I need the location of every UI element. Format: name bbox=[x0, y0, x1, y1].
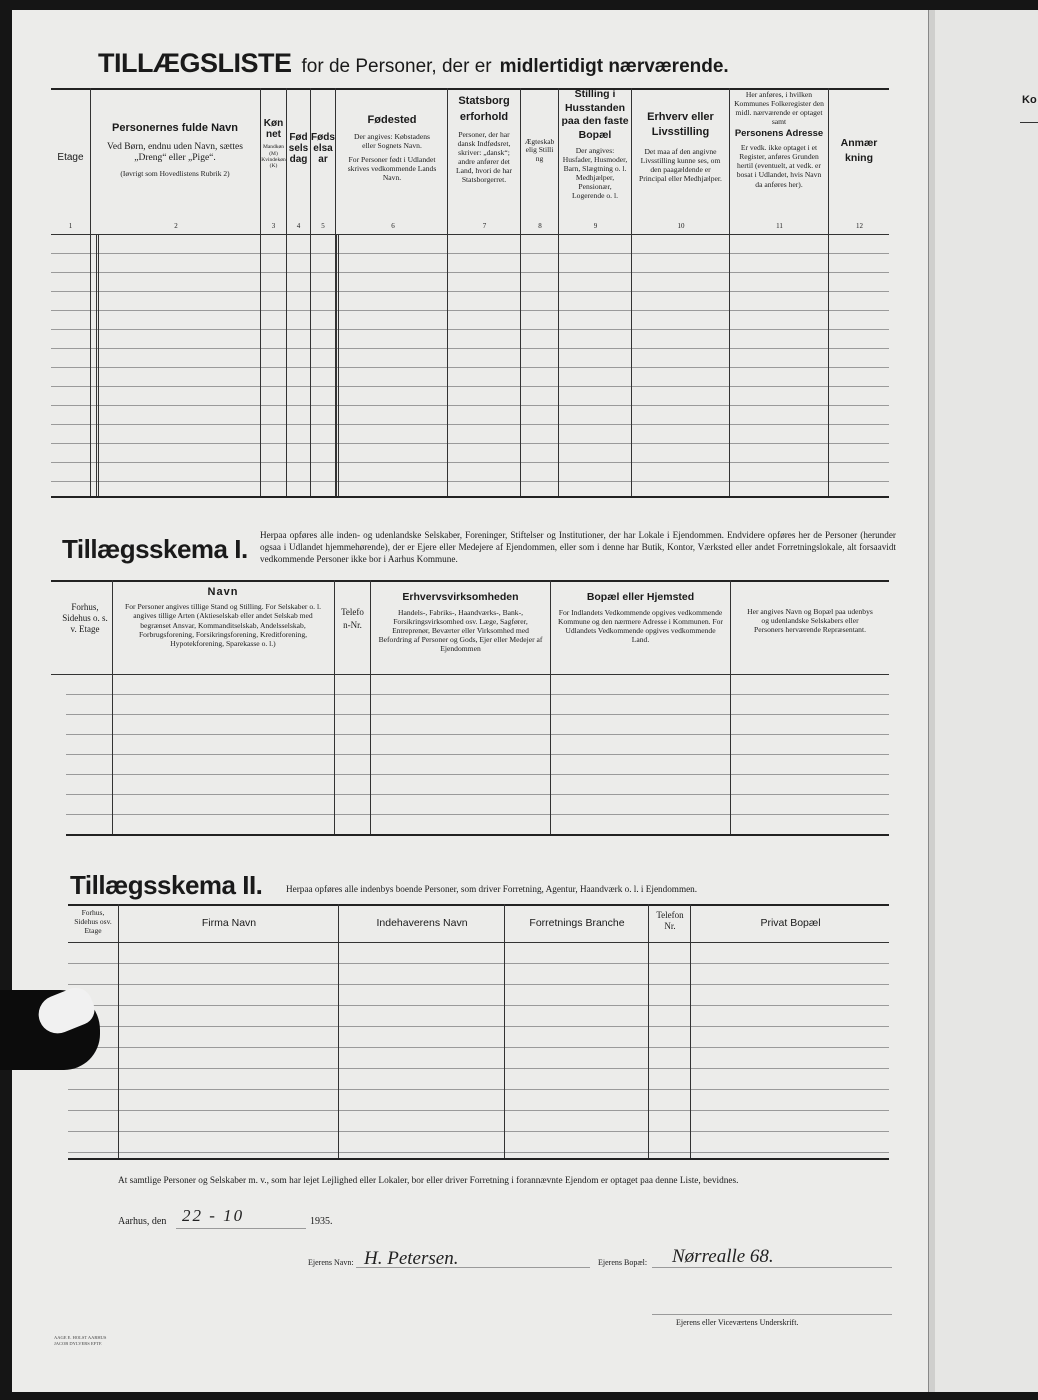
s1-vline bbox=[112, 580, 113, 834]
s2-vline bbox=[338, 904, 339, 1158]
s2-vline bbox=[504, 904, 505, 1158]
ruled-line bbox=[68, 1005, 889, 1006]
skema2-top-rule bbox=[68, 904, 889, 906]
s1-col-erhverv-sub: Handels-, Fabriks-, Haandværks-, Bank-, Forsikringsvirksomhed osv. Læge, Sagfører, Entreprenør, Beværter eller Virksomhed med Befordring af Personer og Gods, Ejer eller Medejer af Ejendommen bbox=[378, 607, 543, 654]
col-name-sub: Ved Børn, endnu uden Navn, sættes „Dreng“ eller „Pige“. bbox=[107, 142, 243, 163]
col-num: 11 bbox=[776, 222, 783, 230]
owner-address-value[interactable]: Nørrealle 68. bbox=[672, 1246, 774, 1267]
col-birthplace bbox=[339, 114, 445, 182]
skema2-bottom-rule bbox=[68, 1158, 889, 1160]
s1-col-telefon: Telefon-Nr. bbox=[341, 607, 364, 630]
s2-col-branche: Forretnings Branche bbox=[529, 917, 625, 929]
ruled-line bbox=[66, 814, 889, 815]
ruled-line bbox=[51, 443, 889, 444]
date-line bbox=[118, 1216, 166, 1227]
ruled-line bbox=[68, 963, 889, 964]
skema2-title: Tillægsskema II. bbox=[70, 870, 263, 900]
col-household-sub: Der angives: Husfader, Husmoder, Barn, Slægtning o. l. Medhjælper, Pensionær, Logerende o. l. bbox=[562, 145, 628, 201]
skema1-text: Herpaa opføres alle inden- og udenlandske Selskaber, Foreninger, Stiftelser og Institutioner, der har Lokale i Ejendommen. Endvidere opføres her de Personer (herunder ogsaa i Udlandet hjemmehørende), der er Ejere eller Medejere af Ejendommen, eller som i denne har Butik, Kontor, Værksted eller andet Forretningslokale, alt forsaavidt vedkommende Personer ikke bor i Aarhus Kommune. bbox=[260, 530, 896, 564]
ruled-line bbox=[68, 1131, 889, 1132]
table1-header-rule bbox=[51, 234, 889, 235]
city: Aarhus, bbox=[118, 1216, 150, 1227]
col-birthplace-label: Fødested bbox=[367, 114, 417, 126]
ruled-line bbox=[51, 329, 889, 330]
s2-col-indehaver: Indehaverens Navn bbox=[376, 917, 468, 929]
t1-vline bbox=[96, 234, 102, 496]
col-num: 7 bbox=[482, 222, 487, 230]
s1-col-bopael bbox=[552, 592, 729, 644]
col-num: 1 bbox=[68, 222, 73, 230]
footer-statement: At samtlige Personer og Selskaber m. v., som har lejet Lejlighed eller Lokaler, bor eller driver Forretning i forannævnte Ejendom er optaget paa denne Liste, bevidnes. bbox=[118, 1176, 739, 1186]
col-name bbox=[92, 122, 258, 178]
form-page bbox=[12, 10, 928, 1392]
col-address bbox=[731, 90, 827, 189]
s1-col-bopael-sub: For Indlandets Vedkommende opgives vedkommende Kommune og den nærmere Adresse i Kommunen. For Udlandets Vedkommende opgives vedkommende Land. bbox=[558, 607, 723, 645]
skema1-top-rule bbox=[51, 580, 889, 582]
col-num: 5 bbox=[321, 222, 325, 230]
s2-col-bopael: Privat Bopæl bbox=[760, 917, 821, 929]
skema1-header-rule bbox=[51, 674, 889, 675]
ruled-line bbox=[51, 424, 889, 425]
date-underline bbox=[176, 1228, 306, 1229]
col-household bbox=[560, 88, 630, 200]
next-page-strip bbox=[935, 10, 1038, 1392]
col-num: 12 bbox=[856, 222, 863, 230]
ruled-line bbox=[51, 367, 889, 368]
col-birthplace-sub2: For Personer født i Udlandet skrives vedkommende Lands Navn. bbox=[347, 154, 437, 182]
ruled-line bbox=[68, 1110, 889, 1111]
skema2-header-rule bbox=[68, 942, 889, 943]
main-title-word: TILLÆGSLISTE bbox=[98, 48, 292, 78]
t1-vline bbox=[520, 88, 521, 496]
ruled-line bbox=[68, 984, 889, 985]
col-household-label: Stilling i Husstanden paa den faste Bopæl bbox=[561, 88, 629, 141]
col-gender-label: Kønnet bbox=[263, 118, 284, 141]
ruled-line bbox=[68, 1026, 889, 1027]
s1-col-bopael-label: Bopæl eller Hjemsted bbox=[586, 591, 695, 603]
ruled-line bbox=[68, 1152, 889, 1153]
col-occupation bbox=[633, 110, 728, 183]
t1-vline bbox=[729, 88, 730, 496]
s1-vline bbox=[730, 580, 731, 834]
col-occupation-sub: Det maa af den angivne Livsstilling kunne ses, om den paagældende er Principal eller Medhjælper. bbox=[639, 146, 722, 184]
printer-mark bbox=[54, 1335, 106, 1347]
den-label: den bbox=[151, 1216, 167, 1227]
col-marital: Ægteskabelig Stilling bbox=[524, 137, 555, 163]
col-etage: Etage bbox=[57, 152, 84, 163]
ruled-line bbox=[51, 405, 889, 406]
ruled-line bbox=[51, 348, 889, 349]
col-num: 4 bbox=[296, 222, 301, 230]
ruled-line bbox=[68, 1068, 889, 1069]
t1-vline bbox=[90, 88, 91, 496]
col-citizenship-sub: Personer, der har dansk Indfødsret, skriver: „dansk“; andre anfører det Land, hvori de har Statsborgerret. bbox=[455, 129, 513, 185]
ruled-line bbox=[51, 462, 889, 463]
next-page-underline bbox=[1020, 122, 1038, 123]
s1-col-repr bbox=[732, 607, 888, 634]
col-birthday: Fødselsdag bbox=[288, 132, 309, 166]
s2-vline bbox=[118, 904, 119, 1158]
col-remarks: Anmærkning bbox=[840, 137, 878, 164]
skema2-text: Herpaa opføres alle indenbys boende Personer, som driver Forretning, Agentur, Haandværk o. l. i Ejendommen. bbox=[286, 884, 698, 894]
col-address-label: Personens Adresse bbox=[734, 128, 824, 140]
t1-vline bbox=[336, 234, 342, 496]
ruled-line bbox=[66, 794, 889, 795]
s2-vline bbox=[690, 904, 691, 1158]
main-title-for: for de Personer, der er bbox=[301, 56, 492, 77]
col-name-label: Personernes fulde Navn bbox=[112, 122, 238, 134]
owner-address-label: Ejerens Bopæl: bbox=[598, 1258, 648, 1267]
ruled-line bbox=[66, 774, 889, 775]
ruled-line bbox=[66, 734, 889, 735]
s1-vline bbox=[550, 580, 551, 834]
s1-col-repr-sub: Her angives Navn og Bopæl paa udenbys og udenlandske Selskabers eller Personers herværende Repræsentant. bbox=[747, 607, 873, 635]
s1-col-etage: Forhus, Sidehus o. s. v. Etage bbox=[62, 602, 108, 634]
col-citizenship-label: Statsborgerforhold bbox=[458, 95, 510, 123]
table1-bottom-rule bbox=[51, 496, 889, 498]
skema1-title: Tillægsskema I. bbox=[62, 534, 248, 564]
ruled-line bbox=[51, 386, 889, 387]
t1-vline bbox=[447, 88, 448, 496]
col-gender-sub: Mandkøn (M) Kvindekøn (K) bbox=[261, 144, 286, 170]
ruled-line bbox=[51, 291, 889, 292]
owner-name-label: Ejerens Navn: bbox=[308, 1258, 354, 1267]
s1-col-erhverv bbox=[372, 592, 549, 653]
col-birthplace-sub: Der angives: Købstadens eller Sognets Navn. bbox=[354, 132, 430, 151]
ruled-line bbox=[51, 253, 889, 254]
s2-col-firma: Firma Navn bbox=[201, 917, 257, 929]
col-name-sub2: (Iøvrigt som Hovedlistens Rubrik 2) bbox=[120, 168, 230, 178]
t1-vline bbox=[828, 88, 829, 496]
signature-label: Ejerens eller Viceværtens Underskrift. bbox=[676, 1318, 799, 1327]
ruled-line bbox=[51, 272, 889, 273]
s1-vline bbox=[334, 580, 335, 834]
ruled-line bbox=[68, 1089, 889, 1090]
printer-line2: JACOB DYLVERS EFTF. bbox=[54, 1340, 103, 1346]
ruled-line bbox=[66, 694, 889, 695]
col-citizenship bbox=[449, 94, 519, 185]
col-num: 2 bbox=[174, 222, 178, 230]
s2-col-etage: Forhus, Sidehus osv. Etage bbox=[74, 908, 112, 935]
ruled-line bbox=[51, 310, 889, 311]
t1-vline bbox=[631, 88, 632, 496]
col-num: 8 bbox=[538, 222, 542, 230]
year: 1935. bbox=[310, 1216, 333, 1227]
owner-name-value[interactable]: H. Petersen. bbox=[364, 1248, 459, 1269]
skema1-bottom-rule bbox=[66, 834, 889, 836]
col-birthyear: Fødselsaar bbox=[311, 132, 335, 166]
col-address-sub: Er vedk. ikke optaget i et Register, anføres Grunden hertil (eventuelt, at vedk. er bosat i Udlandet, hvis Navn da anføres her). bbox=[736, 143, 822, 189]
date-value[interactable]: 22 - 10 bbox=[182, 1206, 245, 1225]
s2-col-telefon: Telefon Nr. bbox=[656, 910, 684, 932]
main-title bbox=[98, 48, 729, 79]
s1-col-navn-sub: For Personer angives tillige Stand og Stilling. For Selskaber o. l. angives tillige Arten (Aktieselskab eller andet Selskab med begrænset Ansvar, Kommanditselskab, Andelsselskab, Forbrugsforening, Forsikringsforening, Kreditforening, Hypotekforening, Sparekasse o. l.) bbox=[125, 602, 321, 648]
col-occupation-label: Erhverv eller Livsstilling bbox=[647, 111, 714, 139]
s1-vline bbox=[370, 580, 371, 834]
t1-vline bbox=[558, 88, 559, 496]
s2-vline bbox=[648, 904, 649, 1158]
col-num: 3 bbox=[271, 222, 276, 230]
ruled-line bbox=[66, 714, 889, 715]
col-num: 9 bbox=[593, 222, 598, 230]
ruled-line bbox=[68, 1047, 889, 1048]
col-address-pre: Her anføres, i hvilken Kommunes Folkeregister den midl. nærværende er optaget samt bbox=[734, 90, 824, 127]
s1-col-navn-label: Navn bbox=[207, 586, 239, 598]
col-num: 6 bbox=[391, 222, 395, 230]
s1-col-navn bbox=[114, 586, 332, 648]
ruled-line bbox=[66, 754, 889, 755]
col-num: 10 bbox=[677, 222, 685, 230]
s1-col-erhverv-label: Erhvervsvirksomheden bbox=[402, 591, 519, 603]
printer-line1: AAGE E. HOLST AARHUS bbox=[54, 1335, 107, 1340]
main-title-bold: midlertidigt nærværende. bbox=[499, 56, 729, 77]
col-gender bbox=[261, 118, 286, 170]
ruled-line bbox=[51, 481, 889, 482]
signature-line bbox=[652, 1314, 892, 1315]
next-page-fragment: Ko bbox=[1022, 94, 1037, 106]
